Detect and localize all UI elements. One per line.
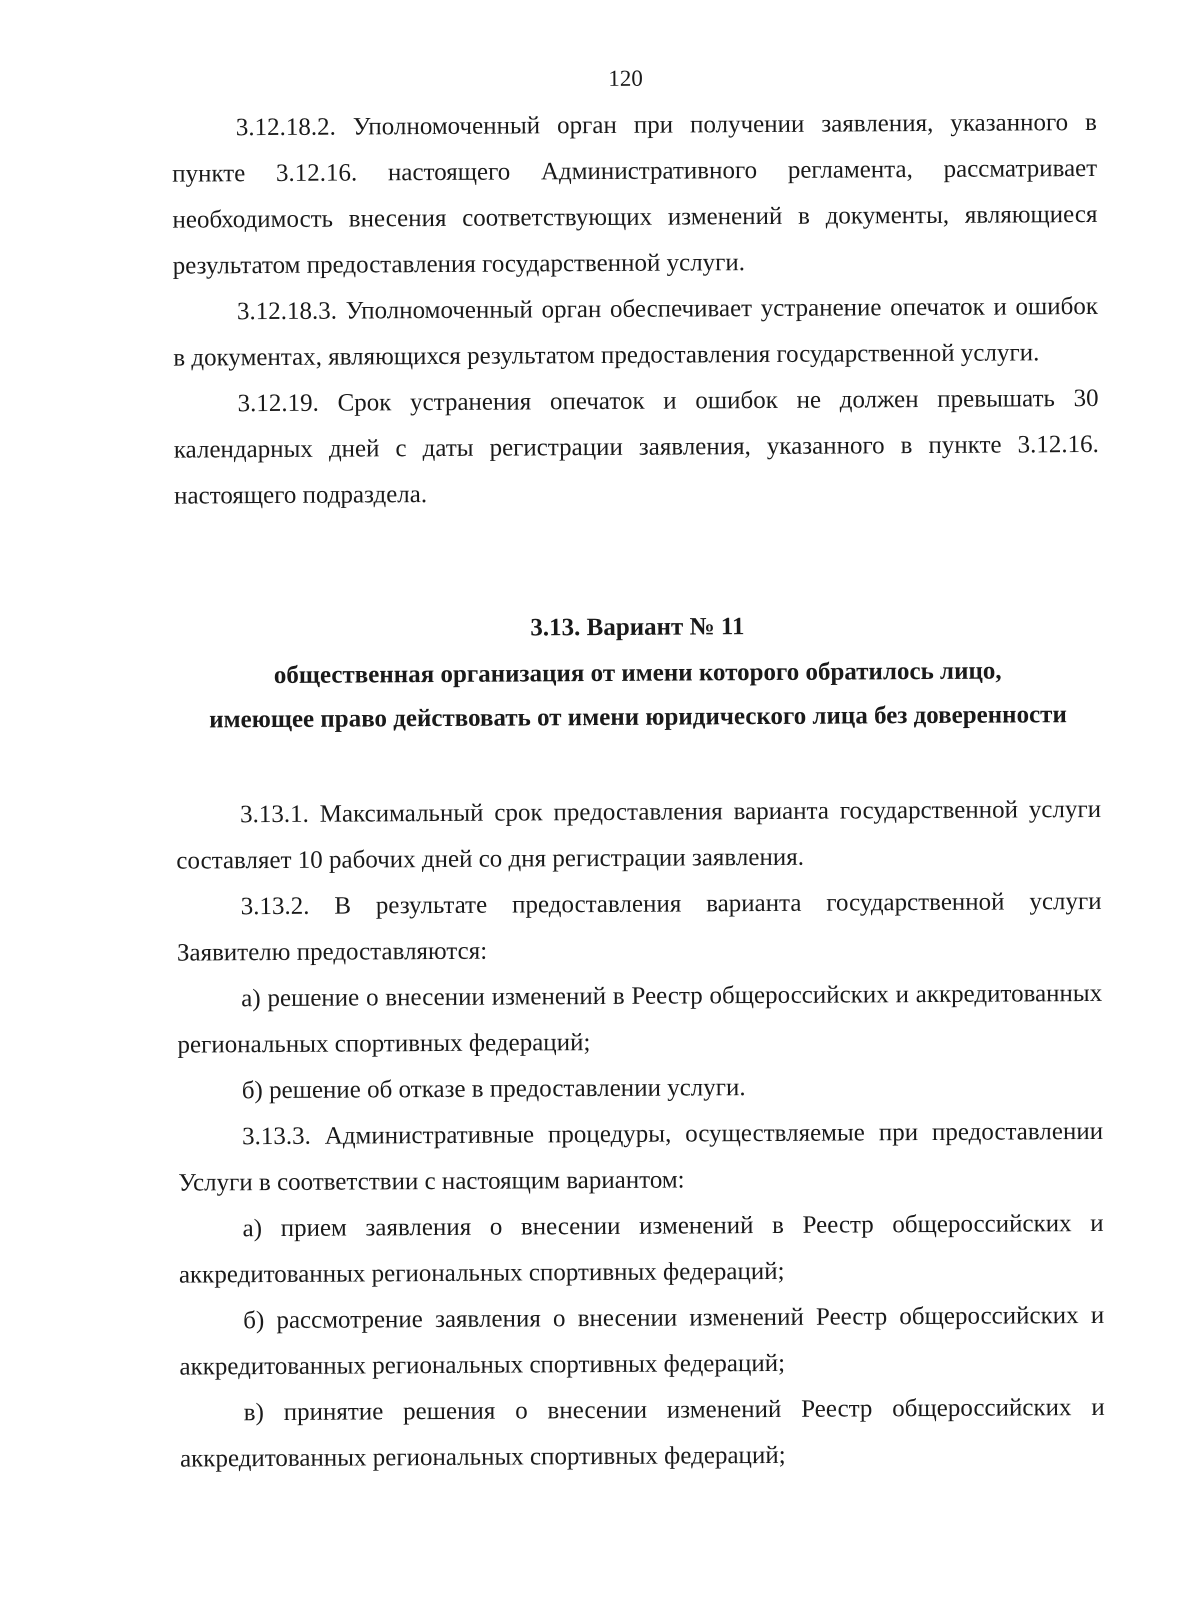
list-item-b-review: б) рассмотрение заявления о внесении изменений Реестр общероссийских и аккредитованных региональных спортивных федераций; (179, 1301, 1105, 1381)
page-number: 120 (608, 65, 643, 91)
list-item-c-decision: в) принятие решения о внесении изменений Реестр общероссийских и аккредитованных региональных спортивных федераций; (179, 1393, 1105, 1473)
section-title: 3.13. Вариант № 11 (530, 613, 745, 642)
list-item-b-refusal: б) решение об отказе в предоставлении услуги. (241, 1074, 746, 1105)
paragraph-3-12-18-3: 3.12.18.3. Уполномоченный орган обеспечивает устранение опечаток и ошибок в документах, являющихся результатом предоставления государственной услуги. (173, 292, 1099, 372)
paragraph-3-13-1: 3.13.1. Максимальный срок предоставления варианта государственной услуги составляет 10 рабочих дней со дня регистрации заявления. (176, 795, 1102, 875)
paragraph-3-12-19: 3.12.19. Срок устранения опечаток и ошибок не должен превышать 30 календарных дней с даты регистрации заявления, указанного в пункте 3.12.16. настоящего подраздела. (173, 384, 1099, 510)
paragraph-3-12-18-2: 3.12.18.2. Уполномоченный орган при получении заявления, указанного в пункте 3.12.16. настоящего Административного регламента, рассматривает необходимость внесения соответствующих изменений в документы, являющиеся результатом предоставления государственной услуги. (172, 108, 1098, 280)
list-item-a-reception: а) прием заявления о внесении изменений в Реестр общероссийских и аккредитованных региональных спортивных федераций; (178, 1209, 1104, 1289)
paragraph-block-bottom (176, 787, 1105, 1483)
paragraph-block-top (172, 100, 1100, 520)
paragraph-3-13-2: 3.13.2. В результате предоставления варианта государственной услуги Заявителю предоставляются: (176, 887, 1102, 967)
section-subtitle-line-2: имеющее право действовать от имени юридического лица без доверенности (209, 701, 1067, 734)
paragraph-3-13-3: 3.13.3. Административные процедуры, осуществляемые при предоставлении Услуги в соответствии с настоящим вариантом: (178, 1117, 1104, 1197)
list-item-a-decision: а) решение о внесении изменений в Реестр общероссийских и аккредитованных региональных спортивных федераций; (177, 979, 1103, 1059)
section-subtitle-line-1: общественная организация от имени которого обратилось лицо, (273, 657, 1002, 689)
